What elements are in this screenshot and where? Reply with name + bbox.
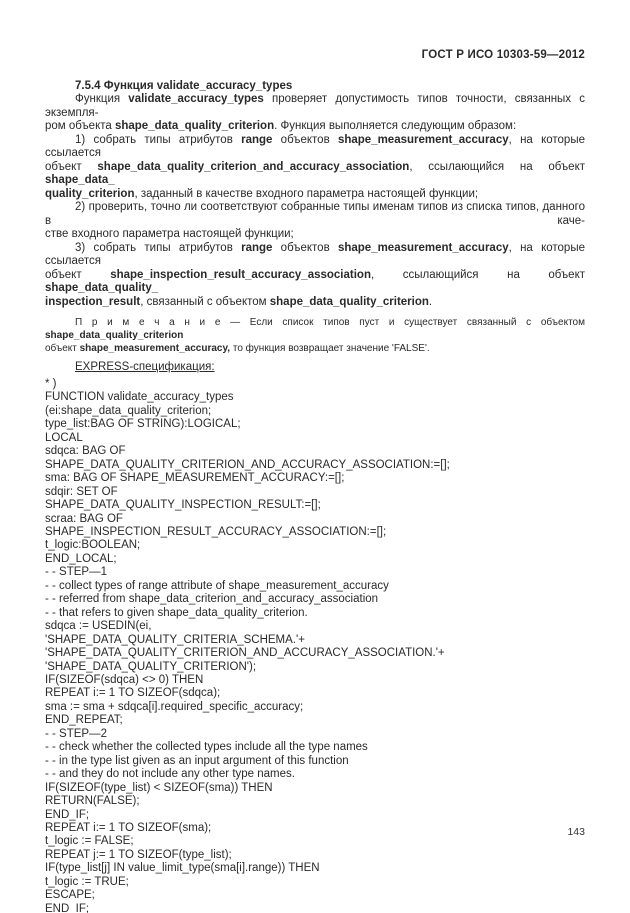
note-line	[45, 342, 585, 355]
code-line: SHAPE_DATA_QUALITY_CRITERION_AND_ACCURACY_ASSOCIATION:=[];	[45, 458, 450, 471]
text-segment: .	[428, 295, 433, 308]
text-line	[45, 120, 585, 134]
text-segment: объект	[45, 160, 98, 173]
note-line	[45, 316, 585, 342]
text-segment: проверяет допустимость типов точности, связанных с экземпля-	[45, 93, 585, 119]
code-line: RETURN(FALSE);	[45, 795, 140, 808]
code-line: - - and they do not include any other type names.	[45, 768, 295, 781]
code-line: END_IF;	[45, 808, 90, 821]
document-number-header: ГОСТ Р ИСО 10303-59—2012	[421, 49, 585, 61]
code-line: IF(SIZEOF(sdqca) <> 0) THEN	[45, 673, 204, 686]
code-line: END_REPEAT;	[45, 714, 123, 727]
text-segment: , ссылающийся на объект	[370, 268, 586, 281]
bold-term: validate_accuracy_types	[128, 93, 264, 105]
code-line: - - check whether the collected types include all the type names	[45, 741, 368, 754]
code-line: 'SHAPE_DATA_QUALITY_CRITERION_AND_ACCURACY_ASSOCIATION.'+	[45, 647, 445, 660]
text-line	[45, 228, 585, 242]
text-line	[45, 134, 585, 161]
bold-term: quality_criterion	[45, 187, 135, 200]
express-code-block	[45, 378, 585, 913]
text-segment: объектов	[272, 241, 338, 254]
code-line: 'SHAPE_DATA_QUALITY_CRITERION');	[45, 660, 257, 673]
bold-term: shape_data_	[45, 174, 115, 186]
text-segment: , связанный с объектом	[140, 295, 270, 308]
code-line: t_logic:BOOLEAN;	[45, 539, 141, 552]
bold-term: shape_data_quality_criterion	[269, 295, 429, 308]
text-segment: , заданный в качестве входного параметра настоящей функции;	[134, 187, 479, 200]
text-segment: , ссылающийся на объект	[409, 160, 586, 173]
text-line	[45, 296, 585, 310]
text-line	[45, 188, 585, 202]
code-line: - - STEP—2	[45, 727, 107, 740]
code-line: t_logic := TRUE;	[45, 875, 129, 888]
text-segment: ром объекта	[45, 120, 115, 132]
text-segment: 1) собрать типы атрибутов	[75, 133, 242, 146]
text-segment: стве входного параметра настоящей функции;	[45, 228, 294, 240]
bold-term: shape_data_quality_	[45, 282, 159, 294]
code-line: FUNCTION validate_accuracy_types	[45, 391, 234, 404]
body-text-block	[45, 93, 585, 355]
code-line: IF(type_list[j] IN value_limit_type(sma[i].range)) THEN	[45, 862, 320, 875]
code-line: END_LOCAL;	[45, 552, 117, 565]
bold-term: shape_inspection_result_accuracy_association	[110, 268, 371, 281]
bold-term: shape_data_quality_criterion_and_accuracy_association	[97, 160, 410, 173]
page-content	[45, 48, 585, 913]
code-line: - - referred from shape_data_criterion_and_accuracy_association	[45, 593, 379, 606]
bold-term: shape_measurement_accuracy	[337, 133, 509, 146]
code-line: LOCAL	[45, 431, 83, 444]
text-segment: объект	[45, 343, 80, 354]
code-line: sma: BAG OF SHAPE_MEASUREMENT_ACCURACY:=[];	[45, 472, 345, 485]
text-segment: Функция	[75, 93, 129, 105]
code-line: REPEAT i:= 1 TO SIZEOF(sdqca);	[45, 687, 221, 700]
text-line	[45, 201, 585, 228]
bold-term: shape_data_quality_criterion	[114, 120, 275, 132]
text-segment: то функция возвращает значение 'FALSE'.	[230, 343, 430, 354]
text-segment: объект	[45, 268, 111, 281]
bold-term: inspection_result	[45, 295, 141, 308]
text-line	[45, 161, 585, 188]
text-segment: . Функция выполняется следующим образом:	[274, 120, 517, 132]
bold-term: shape_measurement_accuracy,	[79, 343, 231, 354]
text-line	[45, 93, 585, 120]
code-line: * )	[45, 378, 57, 390]
express-spec-label-text: EXPRESS-спецификация:	[75, 361, 215, 373]
code-line: IF(SIZEOF(type_list) < SIZEOF(sma)) THEN	[45, 781, 273, 794]
code-line: sdqir: SET OF	[45, 485, 118, 498]
code-line: REPEAT j:= 1 TO SIZEOF(type_list);	[45, 848, 232, 861]
bold-term: range	[241, 133, 273, 146]
bold-term: range	[241, 241, 273, 254]
code-line: SHAPE_INSPECTION_RESULT_ACCURACY_ASSOCIATION:=[];	[45, 525, 387, 538]
code-line: END_IF;	[45, 902, 90, 913]
text-line	[45, 269, 585, 296]
express-spec-label	[45, 360, 585, 374]
code-line: t_logic := FALSE;	[45, 835, 134, 848]
code-line: SHAPE_DATA_QUALITY_INSPECTION_RESULT:=[];	[45, 499, 321, 512]
code-line: scraa: BAG OF	[45, 512, 123, 525]
code-line: sma := sma + sdqca[i].required_specific_accuracy;	[45, 700, 304, 713]
code-line: sdqca := USEDIN(ei,	[45, 620, 152, 633]
code-line: 'SHAPE_DATA_QUALITY_CRITERIA_SCHEMA.'+	[45, 633, 305, 646]
text-segment: , на которые ссылается	[45, 241, 585, 267]
page-number: 143	[567, 826, 585, 838]
code-line: REPEAT i:= 1 TO SIZEOF(sma);	[45, 821, 212, 834]
code-line: - - STEP—1	[45, 566, 107, 579]
bold-term: shape_measurement_accuracy	[337, 241, 509, 254]
code-line: - - that refers to given shape_data_quality_criterion.	[45, 606, 308, 619]
section-heading: 7.5.4 Функция validate_accuracy_types	[75, 80, 293, 92]
text-segment: 3) собрать типы атрибутов	[75, 241, 242, 254]
text-line	[45, 242, 585, 269]
bold-term: shape_data_quality_criterion	[45, 330, 184, 341]
code-line: ESCAPE;	[45, 889, 95, 902]
text-segment: , на которые ссылается	[45, 133, 585, 159]
text-segment: П р и м е ч а н и е — Если список типов пуст и существует связанный с объектом	[75, 317, 585, 328]
code-line: type_list:BAG OF STRING):LOGICAL;	[45, 418, 241, 431]
text-segment: объектов	[272, 133, 338, 146]
code-line: - - collect types of range attribute of shape_measurement_accuracy	[45, 579, 389, 592]
text-segment: 2) проверить, точно ли соответствуют собранные типы именам типов из списка типов, данного в каче-	[45, 201, 585, 227]
code-line: sdqca: BAG OF	[45, 445, 126, 458]
code-line: - - in the type list given as an input argument of this function	[45, 754, 349, 767]
code-line: (ei:shape_data_quality_criterion;	[45, 404, 212, 417]
